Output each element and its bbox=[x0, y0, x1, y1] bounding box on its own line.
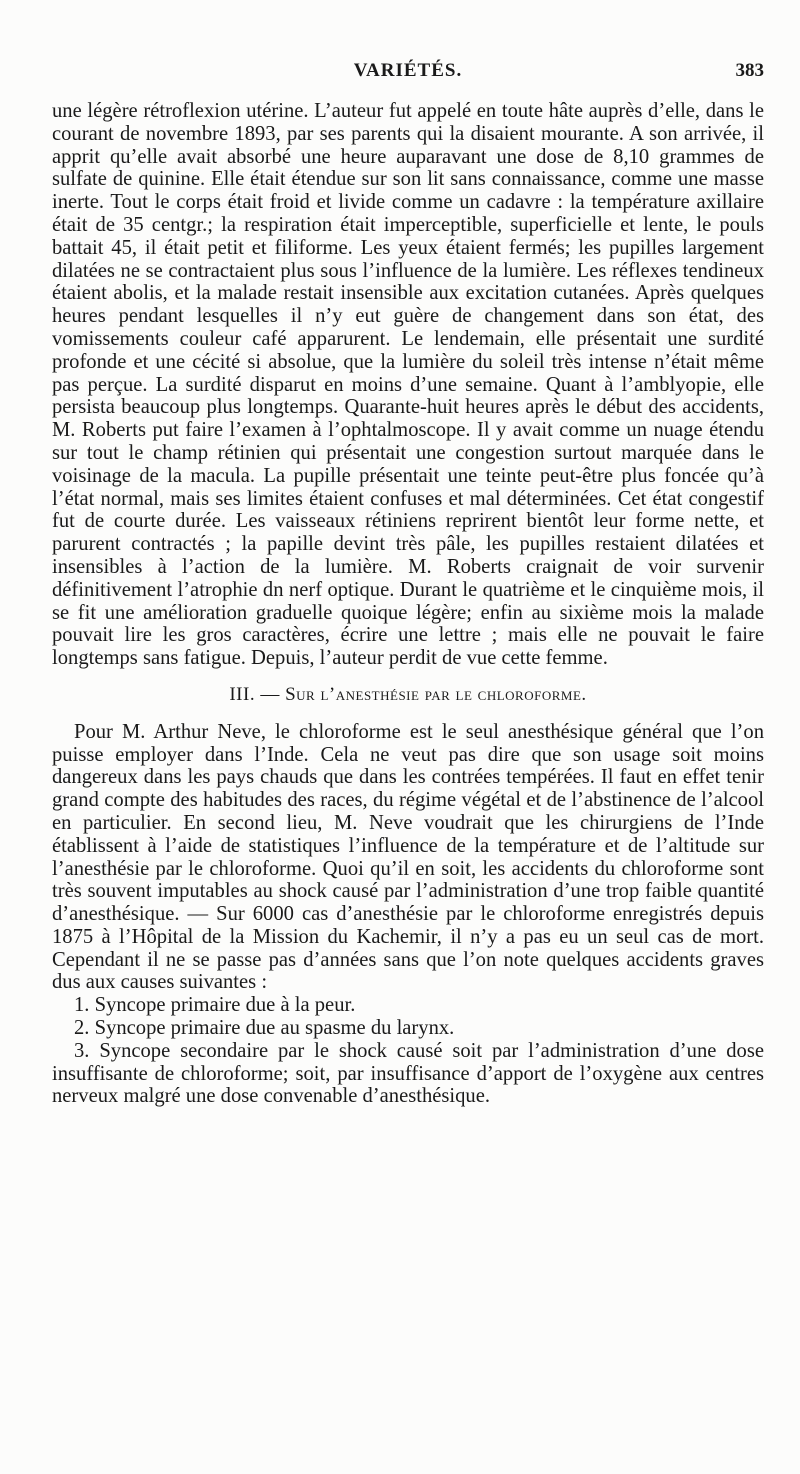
paragraph-chloroform: Pour M. Arthur Neve, le chloroforme est le seul anesthésique général que l’on puisse employer dans l’Inde. Cela ne veut pas dire que son usage soit moins dangereux dans les pays chauds que dans les contrées tempérées. Il faut en effet tenir grand compte des habitudes des races, du régime végétal et de l’abstinence de l’alcool en particulier. En second lieu, M. Neve voudrait que les chirurgiens de l’Inde établissent à l’aide de statistiques l’influence de la température et de l’altitude sur l’anesthésie par le chloroforme. Quoi qu’il en soit, les accidents du chloroforme sont très souvent imputables au shock causé par l’administration d’une trop faible quantité d’anesthésique. — Sur 6000 cas d’anesthésie par le chloroforme enregistrés depuis 1875 à l’Hôpital de la Mission du Kachemir, il n’y a pas eu un seul cas de mort. Cependant il ne se passe pas d’années sans que l’on note quelques accidents graves dus aux causes suivantes : bbox=[52, 720, 764, 994]
page-header bbox=[52, 60, 764, 86]
list-item bbox=[52, 1040, 764, 1108]
list-item-text: Syncope primaire due au spasme du larynx. bbox=[94, 1017, 455, 1040]
running-head: VARIÉTÉS. bbox=[353, 60, 463, 81]
list-item-text: Syncope primaire due à la peur. bbox=[94, 994, 356, 1017]
paragraph-case-report: une légère rétroflexion utérine. L’auteur fut appelé en toute hâte auprès d’elle, dans le courant de novembre 1893, par ses parents qui la disaient mourante. A son arrivée, il apprit qu’elle avait absorbé une heure auparavant une dose de 8,10 grammes de sulfate de quinine. Elle était étendue sur son lit sans connaissance, comme une masse inerte. Tout le corps était froid et livide comme un cadavre : la température axillaire était de 35 centgr.; la respiration était imperceptible, superficielle et lente, le pouls battait 45, il était petit et filiforme. Les yeux étaient fermés; les pupilles largement dilatées ne se contractaient plus sous l’influence de la lumière. Les réflexes tendineux étaient abolis, et la malade restait insensible aux excitation cutanées. Après quelques heures pendant lesquelles il n’y eut guère de changement dans son état, des vomissements couleur café apparurent. Le lendemain, elle présentait une surdité profonde et une cécité si absolue, que la lumière du soleil très intense n’était même pas perçue. La surdité disparut en moins d’une semaine. Quant à l’amblyopie, elle persista beaucoup plus longtemps. Quarante-huit heures après le début des accidents, M. Roberts put faire l’examen à l’ophtalmoscope. Il y avait comme un nuage étendu sur tout le champ rétinien qui présentait une congestion surtout marquée dans le voisinage de la macula. La pupille présentait une teinte peut-être plus foncée qu’à l’état normal, mais ses limites étaient confuses et mal déterminées. Cet état congestif fut de courte durée. Les vaisseaux rétiniens reprirent bientôt leur forme nette, et parurent contractés ; la papille devint très pâle, les pupilles restaient dilatées et insensibles à l’action de la lumière. M. Roberts craignait de voir survenir définitivement l’atrophie dn nerf optique. Durant le quatrième et le cinquième mois, il se fit une amélioration graduelle quoique légère; enfin au sixième mois la malade pouvait lire les gros caractères, écrire une lettre ; mais elle ne pouvait le faire longtemps sans fatigue. Depuis, l’auteur perdit de vue cette femme. bbox=[52, 100, 764, 670]
causes-list bbox=[52, 994, 764, 1108]
list-item-text: Syncope secondaire par le shock causé soit par l’administration d’une dose insuffisante de chloroforme; soit, par insuffisance d’apport de l’oxygène aux centres nerveux malgré une dose convenable d’anesthésique. bbox=[52, 1039, 764, 1108]
page-number: 383 bbox=[735, 60, 764, 81]
body-text bbox=[52, 100, 764, 1108]
list-item-number: 3. bbox=[74, 1039, 90, 1062]
list-item-number: 2. bbox=[74, 1017, 90, 1040]
section-heading bbox=[52, 684, 764, 707]
list-item bbox=[52, 1017, 764, 1040]
section-numeral: III. — bbox=[229, 683, 286, 705]
list-item-number: 1. bbox=[74, 994, 90, 1017]
list-item bbox=[52, 994, 764, 1017]
section-title-text: Sur l’anesthésie par le chloroforme. bbox=[285, 683, 587, 705]
